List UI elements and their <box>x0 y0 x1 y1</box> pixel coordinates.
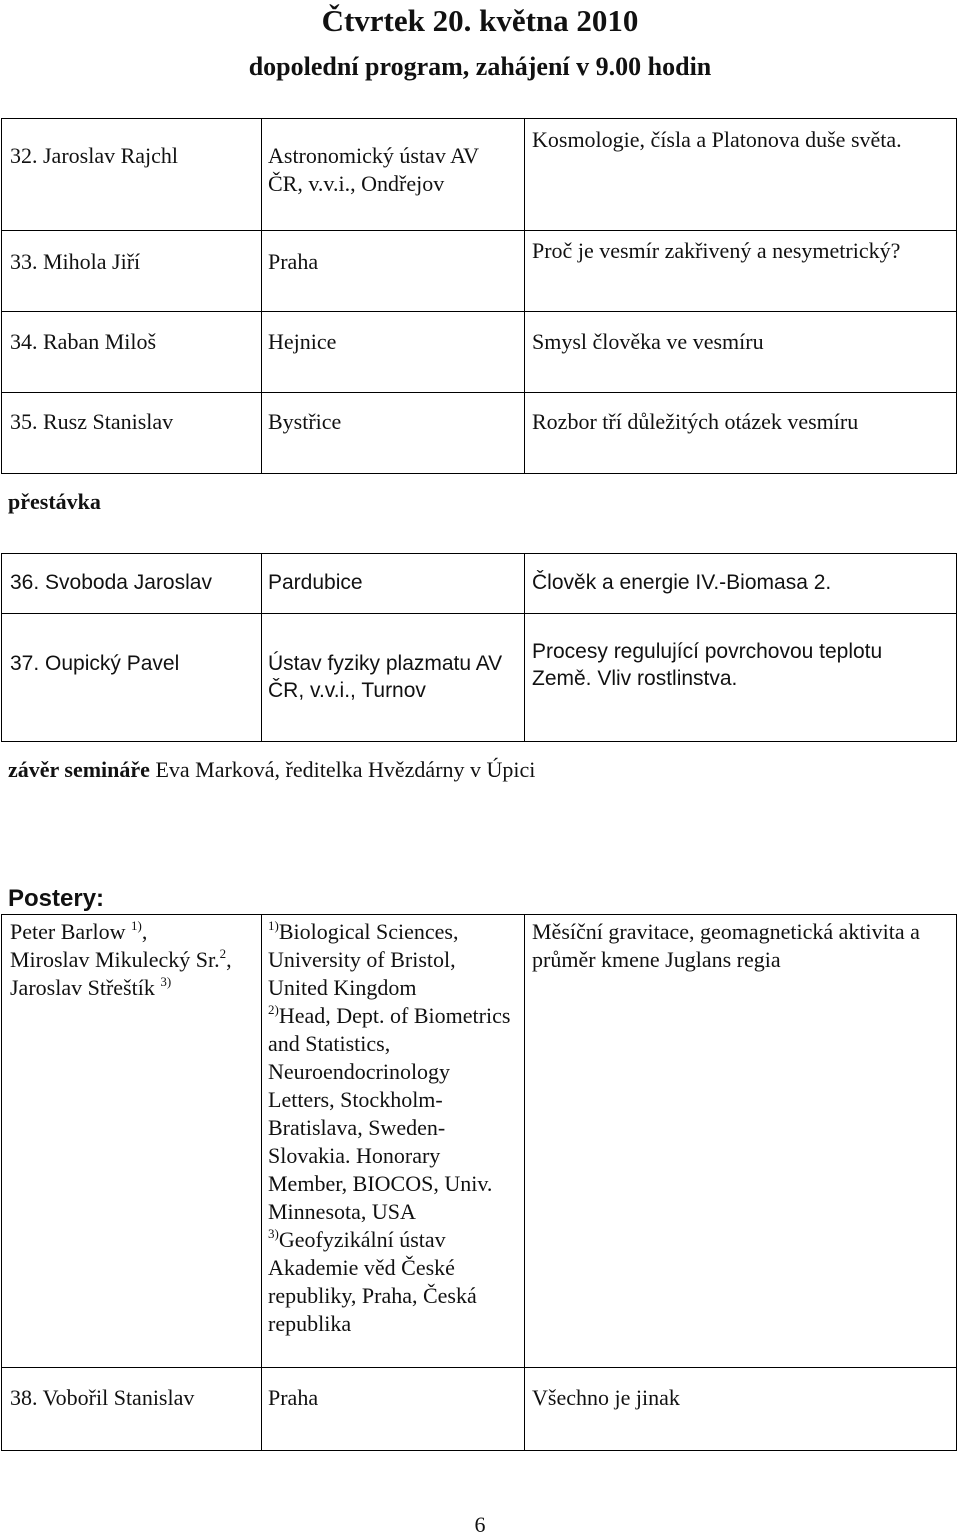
institution: Astronomický ústav AV ČR, v.v.i., Ondřejov <box>268 143 479 196</box>
footnote-mark: 1) <box>130 918 142 933</box>
table-row <box>1 230 957 312</box>
institution: Hejnice <box>268 329 337 354</box>
author-name: Miroslav Mikulecký Sr. <box>10 947 220 972</box>
affiliation-text: Head, Dept. of Biometrics and Statistics, Neuroendocrinology Letters, Stockholm-Bratislava, Sweden-Slovakia. Honorary Member, BIOCOS, Univ. Minnesota, USA <box>268 1003 511 1224</box>
talk-title: Smysl člověka ve vesmíru <box>532 329 764 354</box>
institution: Bystřice <box>268 409 342 434</box>
footnote-mark: 2 <box>219 946 227 961</box>
table-row <box>1 392 957 474</box>
page-number: 6 <box>474 1512 486 1537</box>
speaker: 37. Oupický Pavel <box>10 652 180 675</box>
talk-title: Člověk a energie IV.-Biomasa 2. <box>532 571 832 594</box>
table-row <box>1 1367 957 1451</box>
closing-line <box>8 756 535 784</box>
institution: Pardubice <box>268 571 363 594</box>
speaker: 36. Svoboda Jaroslav <box>10 571 212 594</box>
poster-authors <box>10 918 258 1002</box>
table-row <box>1 118 957 231</box>
separator: , <box>226 947 232 972</box>
page-title: Čtvrtek 20. května 2010 <box>321 3 639 38</box>
institution: Praha <box>268 249 319 274</box>
talk-title: Procesy regulující povrchovou teplotu Země. Vliv rostlinstva. <box>532 640 883 690</box>
speaker: 32. Jaroslav Rajchl <box>10 143 179 168</box>
talk-title: Rozbor tří důležitých otázek vesmíru <box>532 409 859 434</box>
poster-title: Měsíční gravitace, geomagnetická aktivita a průměr kmene Juglans regia <box>532 919 920 972</box>
table-row <box>1 311 957 393</box>
affiliation-text: Biological Sciences, University of Bristol, United Kingdom <box>268 919 459 1000</box>
speaker: 35. Rusz Stanislav <box>10 409 174 434</box>
poster-affiliations <box>268 918 518 1338</box>
institution: Praha <box>268 1385 319 1410</box>
poster-row <box>1 914 957 1368</box>
table-row <box>1 613 957 742</box>
separator: , <box>141 919 148 944</box>
page-subtitle: dopolední program, zahájení v 9.00 hodin <box>248 52 712 81</box>
author-name: Peter Barlow <box>10 919 131 944</box>
affiliation-text: Geofyzikální ústav Akademie věd České republiky, Praha, Česká republika <box>268 1227 477 1336</box>
talk-title: Kosmologie, čísla a Platonova duše světa. <box>532 127 902 152</box>
speaker: 34. Raban Miloš <box>10 329 157 354</box>
footnote-mark: 2) <box>268 1002 279 1017</box>
table-row <box>1 553 957 614</box>
footnote-mark: 3) <box>268 1226 279 1241</box>
footnote-mark: 1) <box>268 918 279 933</box>
author-name: Jaroslav Střeštík <box>10 975 161 1000</box>
talk-title: Všechno je jinak <box>532 1385 680 1410</box>
break-label: přestávka <box>8 489 101 514</box>
speaker: 33. Mihola Jiří <box>10 249 141 274</box>
institution: Ústav fyziky plazmatu AV ČR, v.v.i., Turnov <box>268 652 503 702</box>
closing-speaker: Eva Marková, ředitelka Hvězdárny v Úpici <box>155 757 536 782</box>
speaker: 38. Vobořil Stanislav <box>10 1385 195 1410</box>
footnote-mark: 3) <box>160 974 172 989</box>
talk-title: Proč je vesmír zakřivený a nesymetrický? <box>532 238 901 263</box>
closing-label: závěr semináře <box>8 757 150 782</box>
posters-heading: Postery: <box>8 885 105 912</box>
